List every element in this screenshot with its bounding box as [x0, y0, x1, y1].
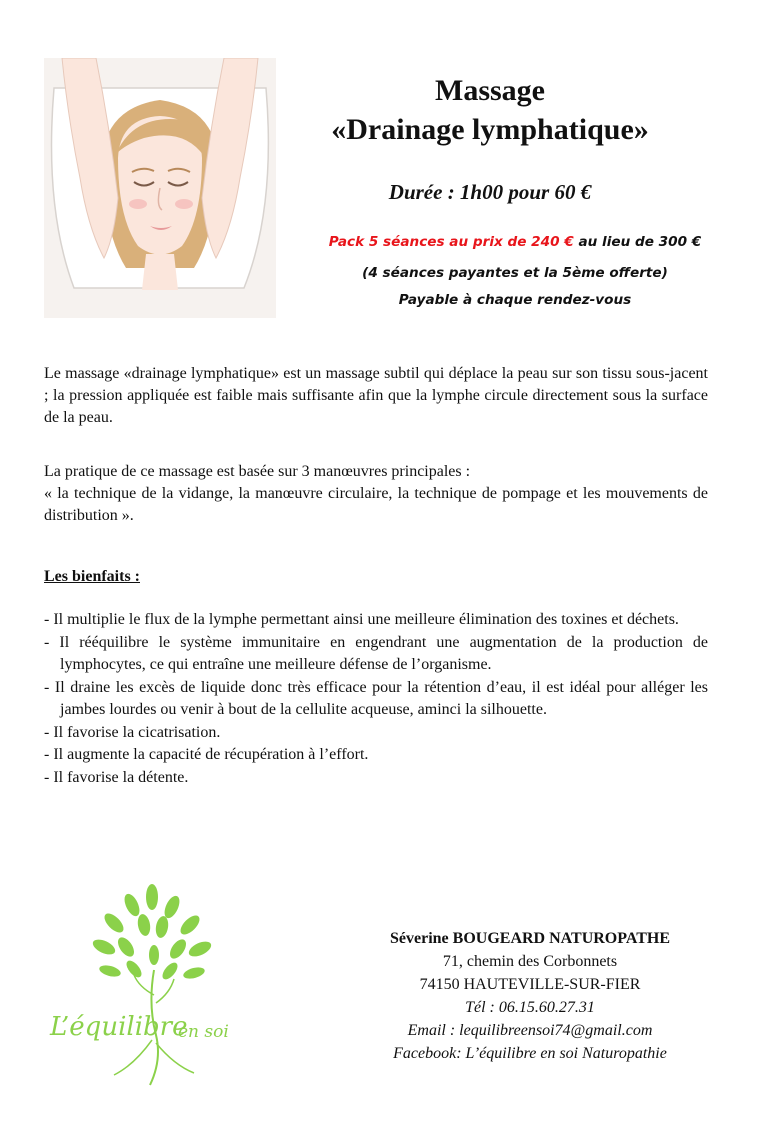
logo-text-left: L’équilibre: [50, 1012, 188, 1042]
title-line-2: «Drainage lymphatique»: [331, 113, 649, 146]
contact-street: 71, chemin des Corbonnets: [442, 953, 618, 970]
contact-phone: Tél : 06.15.60.27.31: [465, 999, 595, 1016]
benefits-list: [44, 609, 708, 789]
duration-price: Durée : 1h00 pour 60 €: [388, 180, 592, 204]
benefits-heading: Les bienfaits :: [44, 568, 140, 585]
contact-name: Séverine BOUGEARD NATUROPATHE: [390, 930, 670, 947]
logo-text-right: en soi: [178, 1022, 229, 1042]
contact-facebook: Facebook: L’équilibre en soi Naturopathie: [393, 1045, 667, 1062]
benefit-item: - Il augmente la capacité de récupération à l’effort.: [44, 746, 369, 763]
contact-email: Email : lequilibreensoi74@gmail.com: [407, 1022, 653, 1039]
benefit-item: - Il rééquilibre le système immunitaire en engendrant une augmentation de la production de lymphocytes, ce qui entraîne une meilleure défense de l’organisme.: [44, 633, 708, 673]
benefit-item: - Il multiplie le flux de la lymphe permettant ainsi une meilleure élimination des toxines et déchets.: [44, 611, 679, 628]
benefit-item: - Il favorise la détente.: [44, 768, 189, 786]
payable-note: Payable à chaque rendez-vous: [398, 292, 632, 308]
pack-offer-instead: au lieu de 300 €: [573, 234, 702, 250]
benefit-item: - Il draine les excès de liquide donc très efficace pour la rétention d’eau, il est idéal pour alléger les jambes lourdes ou venir à bout de la cellulite acqueuse, aminci la silhouette.: [44, 678, 708, 718]
maneuvers-paragraph: [44, 461, 708, 527]
intro-paragraph: Le massage «drainage lymphatique» est un massage subtil qui déplace la peau sur son tissu sous-jacent ; la pression appliquée est faible mais suffisante afin que la lymphe circule directement sous la surface de la peau.: [44, 365, 708, 426]
contact-block: [340, 927, 720, 1065]
tree-logo: [44, 875, 259, 1090]
benefit-item: - Il favorise la cicatrisation.: [44, 723, 221, 741]
contact-city: 74150 HAUTEVILLE-SUR-FIER: [419, 976, 641, 993]
maneuvers-intro: La pratique de ce massage est basée sur 3 manœuvres principales :: [44, 463, 471, 480]
pack-offer: [280, 234, 750, 250]
pack-detail: (4 séances payantes et la 5ème offerte): [362, 265, 668, 281]
maneuvers-list: « la technique de la vidange, la manœuvre circulaire, la technique de pompage et les mouvements de distribution ».: [44, 485, 708, 524]
massage-face-illustration: [44, 58, 276, 318]
pack-offer-price: Pack 5 séances au prix de 240 €: [328, 234, 574, 250]
title-line-1: Massage: [435, 74, 545, 107]
